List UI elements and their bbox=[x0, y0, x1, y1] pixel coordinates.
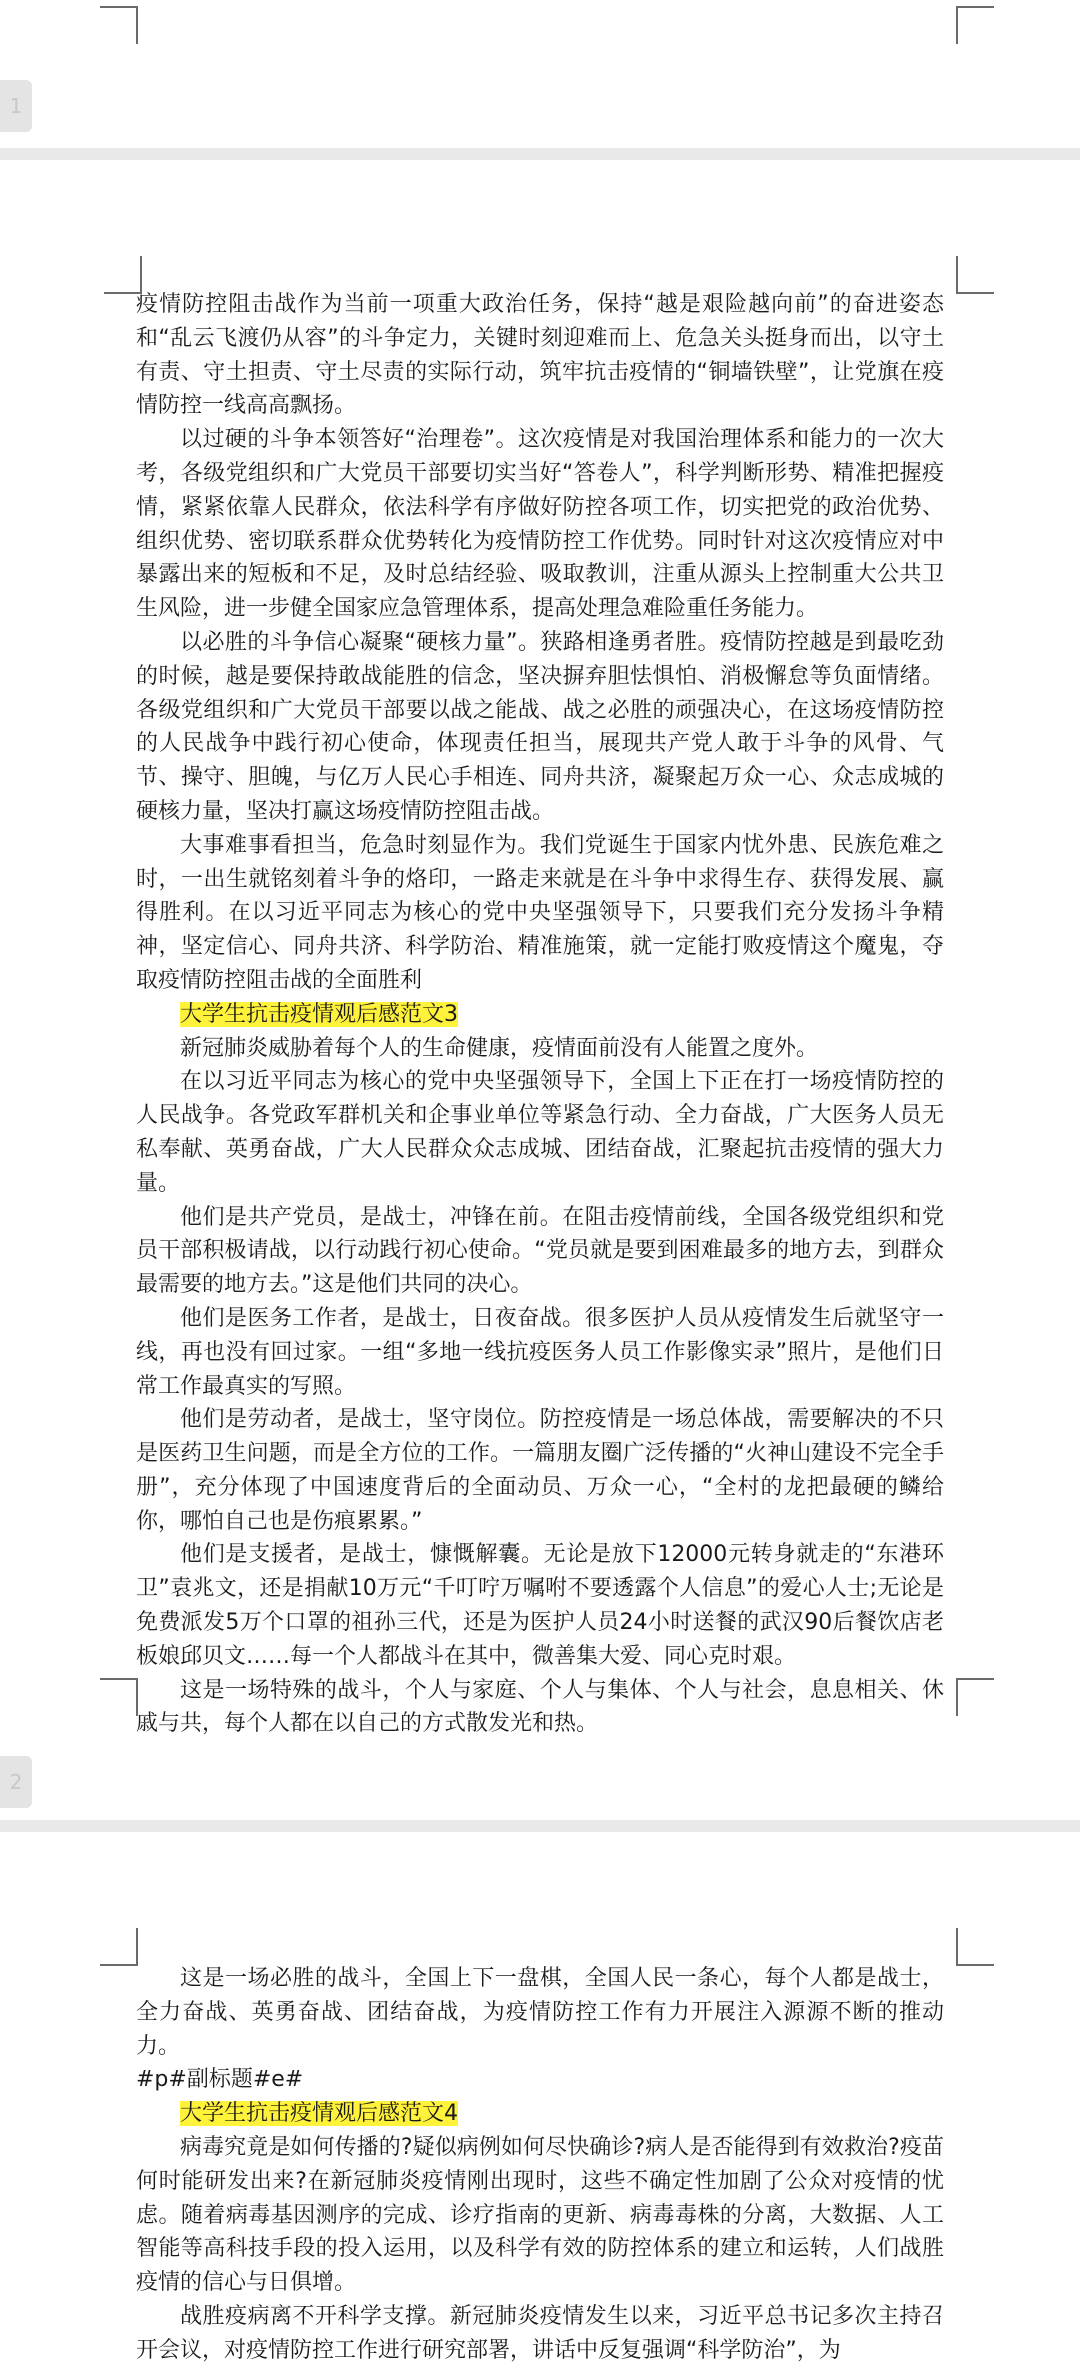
page-body-text bbox=[136, 1962, 944, 2368]
paragraph: 他们是共产党员，是战士，冲锋在前。在阻击疫情前线，全国各级党组织和党员干部积极请战，以行动践行初心使命。“党员就是要到困难最多的地方去，到群众最需要的地方去。”这是他们共同的决心。 bbox=[136, 1204, 944, 1298]
crop-mark-bottom-right bbox=[956, 6, 994, 44]
paragraph: 他们是医务工作者，是战士，日夜奋战。很多医护人员从疫情发生后就坚守一线，再也没有回过家。一组“多地一线抗疫医务人员工作影像实录”照片，是他们日常工作最真实的写照。 bbox=[136, 1305, 944, 1399]
paragraph: 在以习近平同志为核心的党中央坚强领导下，全国上下正在打一场疫情防控的人民战争。各党政军群机关和企事业单位等紧急行动、全力奋战，广大医务人员无私奉献、英勇奋战，广大人民群众众志成城、团结奋战，汇聚起抗击疫情的强大力量。 bbox=[136, 1069, 944, 1196]
paragraph: 以过硬的斗争本领答好“治理卷”。这次疫情是对我国治理体系和能力的一次大考，各级党组织和广大党员干部要切实当好“答卷人”，科学判断形势、精准把握疫情，紧紧依靠人民群众，依法科学有序做好防控各项工作，切实把党的政治优势、组织优势、密切联系群众优势转化为疫情防控工作优势。同时针对这次疫情应对中暴露出来的短板和不足，及时总结经验、吸取教训，注重从源头上控制重大公共卫生风险，进一步健全国家应急管理体系，提高处理急难险重任务能力。 bbox=[136, 427, 944, 622]
page-separator bbox=[0, 1820, 1080, 1832]
crop-mark-top-right bbox=[956, 1928, 994, 1966]
paragraph: 他们是劳动者，是战士，坚守岗位。防控疫情是一场总体战，需要解决的不只是医药卫生问题，而是全方位的工作。一篇朋友圈广泛传播的“火神山建设不完全手册”，充分体现了中国速度背后的全面动员、万众一心，“全村的龙把最硬的鳞给你，哪怕自己也是伤痕累累。” bbox=[136, 1407, 944, 1534]
paragraph: 战胜疫病离不开科学支撑。新冠肺炎疫情发生以来，习近平总书记多次主持召开会议，对疫情防控工作进行研究部署，讲话中反复强调“科学防治”，为 bbox=[136, 2303, 944, 2363]
page-number-badge: 1 bbox=[0, 80, 32, 132]
page-number-badge: 2 bbox=[0, 1756, 32, 1808]
document-page bbox=[0, 160, 1080, 1820]
paragraph: 疫情防控阻击战作为当前一项重大政治任务，保持“越是艰险越向前”的奋进姿态和“乱云飞渡仍从容”的斗争定力，关键时刻迎难而上、危急关头挺身而出，以守土有责、守土担责、守土尽责的实际行动，筑牢抗击疫情的“铜墙铁壁”，让党旗在疫情防控一线高高飘扬。 bbox=[136, 292, 944, 419]
paragraph: 新冠肺炎威胁着每个人的生命健康，疫情面前没有人能置之度外。 bbox=[180, 1035, 819, 1061]
crop-mark-bottom-right bbox=[956, 1678, 994, 1716]
paragraph: 他们是支援者，是战士，慷慨解囊。无论是放下12000元转身就走的“东港环卫”袁兆文，还是捐献10万元“千叮咛万嘱咐不要透露个人信息”的爱心人士;无论是免费派发5万个口罩的祖孙三代，还是为医护人员24小时送餐的武汉90后餐饮店老板娘邱贝文……每一个人都战斗在其中，微善集大爱、同心克时艰。 bbox=[136, 1542, 944, 1669]
paragraph: 以必胜的斗争信心凝聚“硬核力量”。狭路相逢勇者胜。疫情防控越是到最吃劲的时候，越是要保持敢战能胜的信念，坚决摒弃胆怯惧怕、消极懈怠等负面情绪。各级党组织和广大党员干部要以战之能战、战之必胜的顽强决心，在这场疫情防控的人民战争中践行初心使命，体现责任担当，展现共产党人敢于斗争的风骨、气节、操守、胆魄，与亿万人民心手相连、同舟共济，凝聚起万众一心、众志成城的硬核力量，坚决打赢这场疫情防控阻击战。 bbox=[136, 629, 944, 824]
paragraph: 这是一场特殊的战斗，个人与家庭、个人与集体、个人与社会，息息相关、休戚与共，每个人都在以自己的方式散发光和热。 bbox=[136, 1677, 944, 1737]
section-heading bbox=[136, 2097, 944, 2131]
section-heading bbox=[136, 998, 944, 1032]
highlighted-heading-text: 大学生抗击疫情观后感范文3 bbox=[180, 1001, 458, 1027]
paragraph: 病毒究竟是如何传播的?疑似病例如何尽快确诊?病人是否能得到有效救治?疫苗何时能研发出来?在新冠肺炎疫情刚出现时，这些不确定性加剧了公众对疫情的忧虑。随着病毒基因测序的完成、诊疗指南的更新、病毒毒株的分离，大数据、人工智能等高科技手段的投入运用，以及科学有效的防控体系的建立和运转，人们战胜疫情的信心与日俱增。 bbox=[136, 2134, 944, 2296]
document-page-next bbox=[0, 1832, 1080, 2363]
crop-mark-bottom-left bbox=[100, 6, 138, 44]
highlighted-heading-text: 大学生抗击疫情观后感范文4 bbox=[180, 2101, 458, 2127]
page-separator bbox=[0, 148, 1080, 160]
paragraph: 这是一场必胜的战斗，全国上下一盘棋，全国人民一条心，每个人都是战士，全力奋战、英勇奋战、团结奋战，为疫情防控工作有力开展注入源源不断的推动力。 bbox=[136, 1966, 944, 2059]
page-body-text bbox=[136, 288, 944, 1741]
page-1-tail bbox=[0, 0, 1080, 148]
paragraph: 大事难事看担当，危急时刻显作为。我们党诞生于国家内忧外患、民族危难之时，一出生就铭刻着斗争的烙印，一路走来就是在斗争中求得生存、获得发展、赢得胜利。在以习近平同志为核心的党中央坚强领导下，只要我们充分发扬斗争精神，坚定信心、同舟共济、科学防治、精准施策，就一定能打败疫情这个魔鬼，夺取疫情防控阻击战的全面胜利 bbox=[136, 832, 944, 993]
subtitle-marker: #p#副标题#e# bbox=[136, 2067, 304, 2093]
crop-mark-top-right bbox=[956, 256, 994, 294]
crop-mark-bottom-left bbox=[100, 1678, 138, 1716]
crop-mark-top-left bbox=[100, 1928, 138, 1966]
